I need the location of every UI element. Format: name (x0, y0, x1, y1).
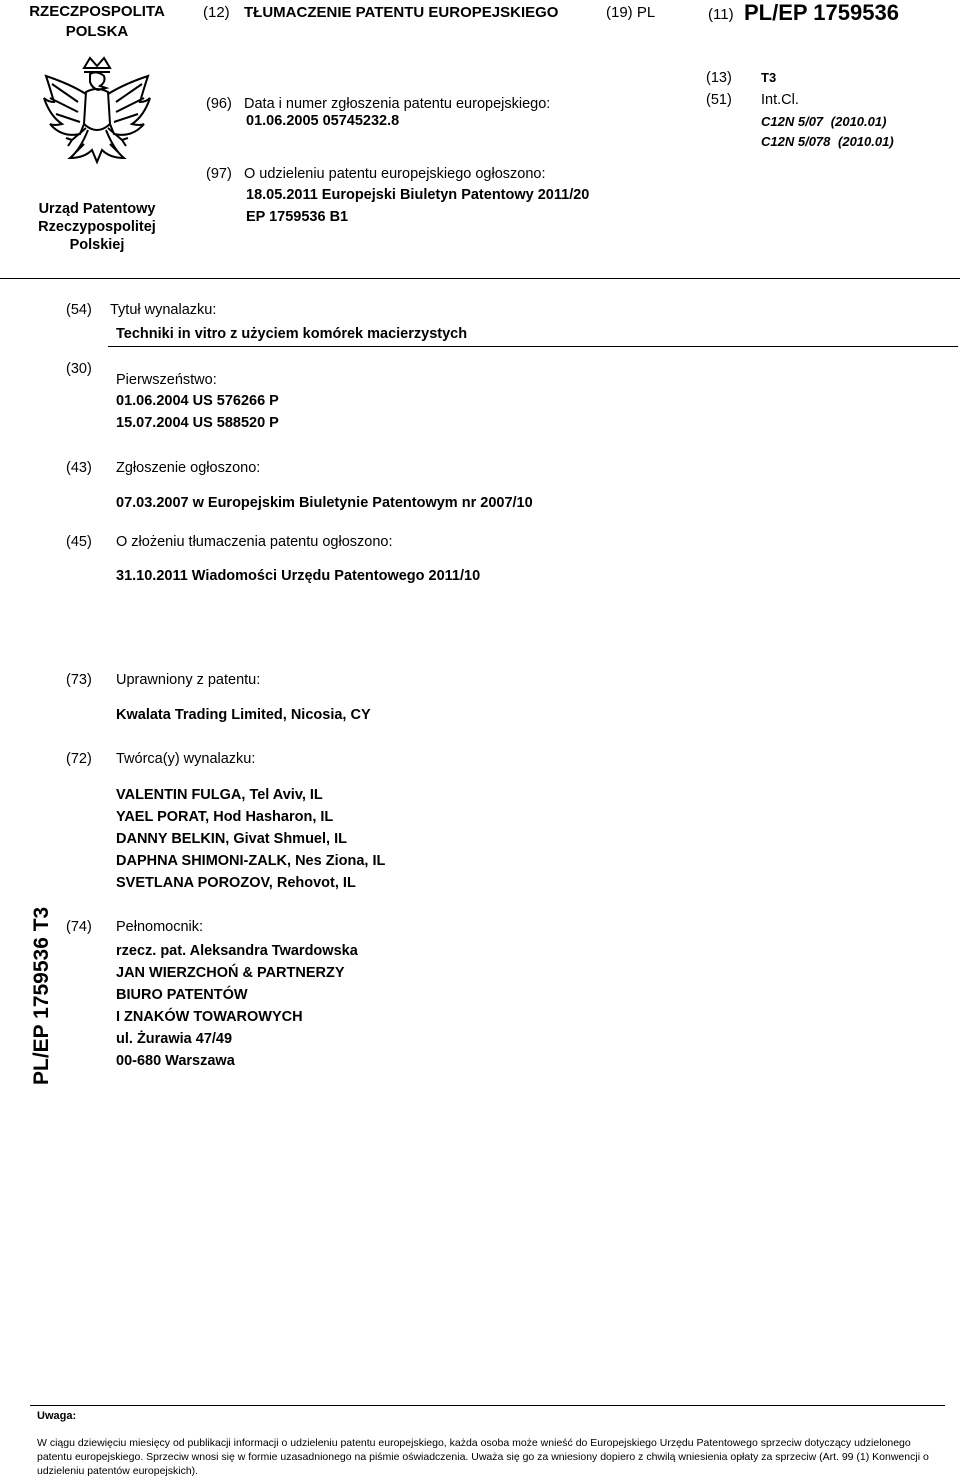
grant-value: 18.05.2011 Europejski Biuletyn Patentowy 2011/20 (246, 187, 590, 203)
application-label: Data i numer zgłoszenia patentu europejskiego: (244, 96, 551, 112)
inventor-4: DAPHNA SHIMONI-ZALK, Nes Ziona, IL (116, 853, 386, 869)
code-54: (54) (66, 302, 92, 318)
office-line-3: Polskiej (69, 237, 125, 253)
code-19: (19) PL (606, 4, 656, 21)
code-11: (11) (708, 6, 734, 23)
translation-value: 31.10.2011 Wiadomości Urzędu Patentowego 2011/10 (116, 568, 481, 584)
attorney-line-4: I ZNAKÓW TOWAROWYCH (116, 1009, 303, 1025)
office-name (20, 200, 174, 254)
kind-code: T3 (761, 70, 777, 85)
inventor-1: VALENTIN FULGA, Tel Aviv, IL (116, 787, 323, 803)
inventor-3: DANNY BELKIN, Givat Shmuel, IL (116, 831, 347, 847)
title-rule (108, 346, 958, 347)
code-73: (73) (66, 672, 92, 688)
classification-1 (761, 114, 886, 129)
classification-2-date: (2010.01) (838, 134, 894, 149)
inventors-label: Twórca(y) wynalazku: (116, 751, 256, 767)
country-name (26, 3, 168, 40)
priority-label: Pierwszeństwo: (116, 372, 217, 388)
priority-item-2: 15.07.2004 US 588520 P (116, 415, 279, 431)
code-45: (45) (66, 534, 92, 550)
proprietor-label: Uprawniony z patentu: (116, 672, 261, 688)
title-label: Tytuł wynalazku: (110, 302, 217, 318)
classification-2 (761, 134, 894, 149)
polish-eagle-emblem-icon (40, 54, 154, 186)
attorney-line-1: rzecz. pat. Aleksandra Twardowska (116, 943, 358, 959)
office-line-1: Urząd Patentowy (38, 201, 156, 217)
code-51: (51) (706, 92, 732, 108)
code-30: (30) (66, 361, 92, 377)
code-13: (13) (706, 70, 732, 86)
note-text: W ciągu dziewięciu miesięcy od publikacji informacji o udzieleniu patentu europejskiego, każda osoba może wnieść do Europejskiego Urzędu Patentowego sprzeciw dotyczący udzielonego patentu europejskiego. Sprzeciw wnosi się w formie uzasadnionego na piśmie oświadczenia. Uważa się go za wniesiony dopiero z chwilą wniesienia opłaty za sprzeciw (Art. 99 (1) Konwencji o udzieleniu patentów europejskich). (37, 1437, 929, 1477)
attorney-line-2: JAN WIERZCHOŃ & PARTNERZY (116, 965, 345, 981)
classification-2-code: C12N 5/078 (761, 134, 831, 149)
patent-number: PL/EP 1759536 (744, 0, 899, 25)
grant-label: O udzieleniu patentu europejskiego ogłoszono: (244, 166, 546, 182)
code-12: (12) (203, 4, 230, 21)
publication-value: 07.03.2007 w Europejskim Biuletynie Patentowym nr 2007/10 (116, 495, 533, 511)
inventor-2: YAEL PORAT, Hod Hasharon, IL (116, 809, 334, 825)
office-line-2: Rzeczypospolitej (38, 219, 156, 235)
country-line-1: RZECZPOSPOLITA (29, 3, 165, 20)
classification-1-code: C12N 5/07 (761, 114, 824, 129)
invention-title: Techniki in vitro z użyciem komórek macierzystych (116, 326, 468, 342)
code-74: (74) (66, 919, 92, 935)
document-type: TŁUMACZENIE PATENTU EUROPEJSKIEGO (244, 4, 559, 21)
classification-1-date: (2010.01) (830, 114, 887, 129)
application-value: 01.06.2005 05745232.8 (246, 113, 400, 129)
code-97: (97) (206, 166, 232, 182)
note-title: Uwaga: (37, 1410, 77, 1422)
inventor-5: SVETLANA POROZOV, Rehovot, IL (116, 875, 356, 891)
attorney-line-6: 00-680 Warszawa (116, 1053, 235, 1069)
side-patent-label: PL/EP 1759536 T3 (30, 906, 53, 1085)
code-96: (96) (206, 96, 232, 112)
code-72: (72) (66, 751, 92, 767)
grant-patent-number: EP 1759536 B1 (246, 209, 349, 225)
attorney-label: Pełnomocnik: (116, 919, 204, 935)
country-line-2: POLSKA (65, 23, 129, 40)
priority-item-1: 01.06.2004 US 576266 P (116, 393, 279, 409)
proprietor-value: Kwalata Trading Limited, Nicosia, CY (116, 707, 371, 723)
attorney-line-5: ul. Żurawia 47/49 (116, 1031, 233, 1047)
header-rule (0, 278, 960, 279)
code-43: (43) (66, 460, 92, 476)
int-cl-label: Int.Cl. (761, 92, 799, 108)
translation-label: O złożeniu tłumaczenia patentu ogłoszono: (116, 534, 393, 550)
publication-label: Zgłoszenie ogłoszono: (116, 460, 261, 476)
attorney-line-3: BIURO PATENTÓW (116, 987, 248, 1003)
note-rule (30, 1405, 945, 1406)
